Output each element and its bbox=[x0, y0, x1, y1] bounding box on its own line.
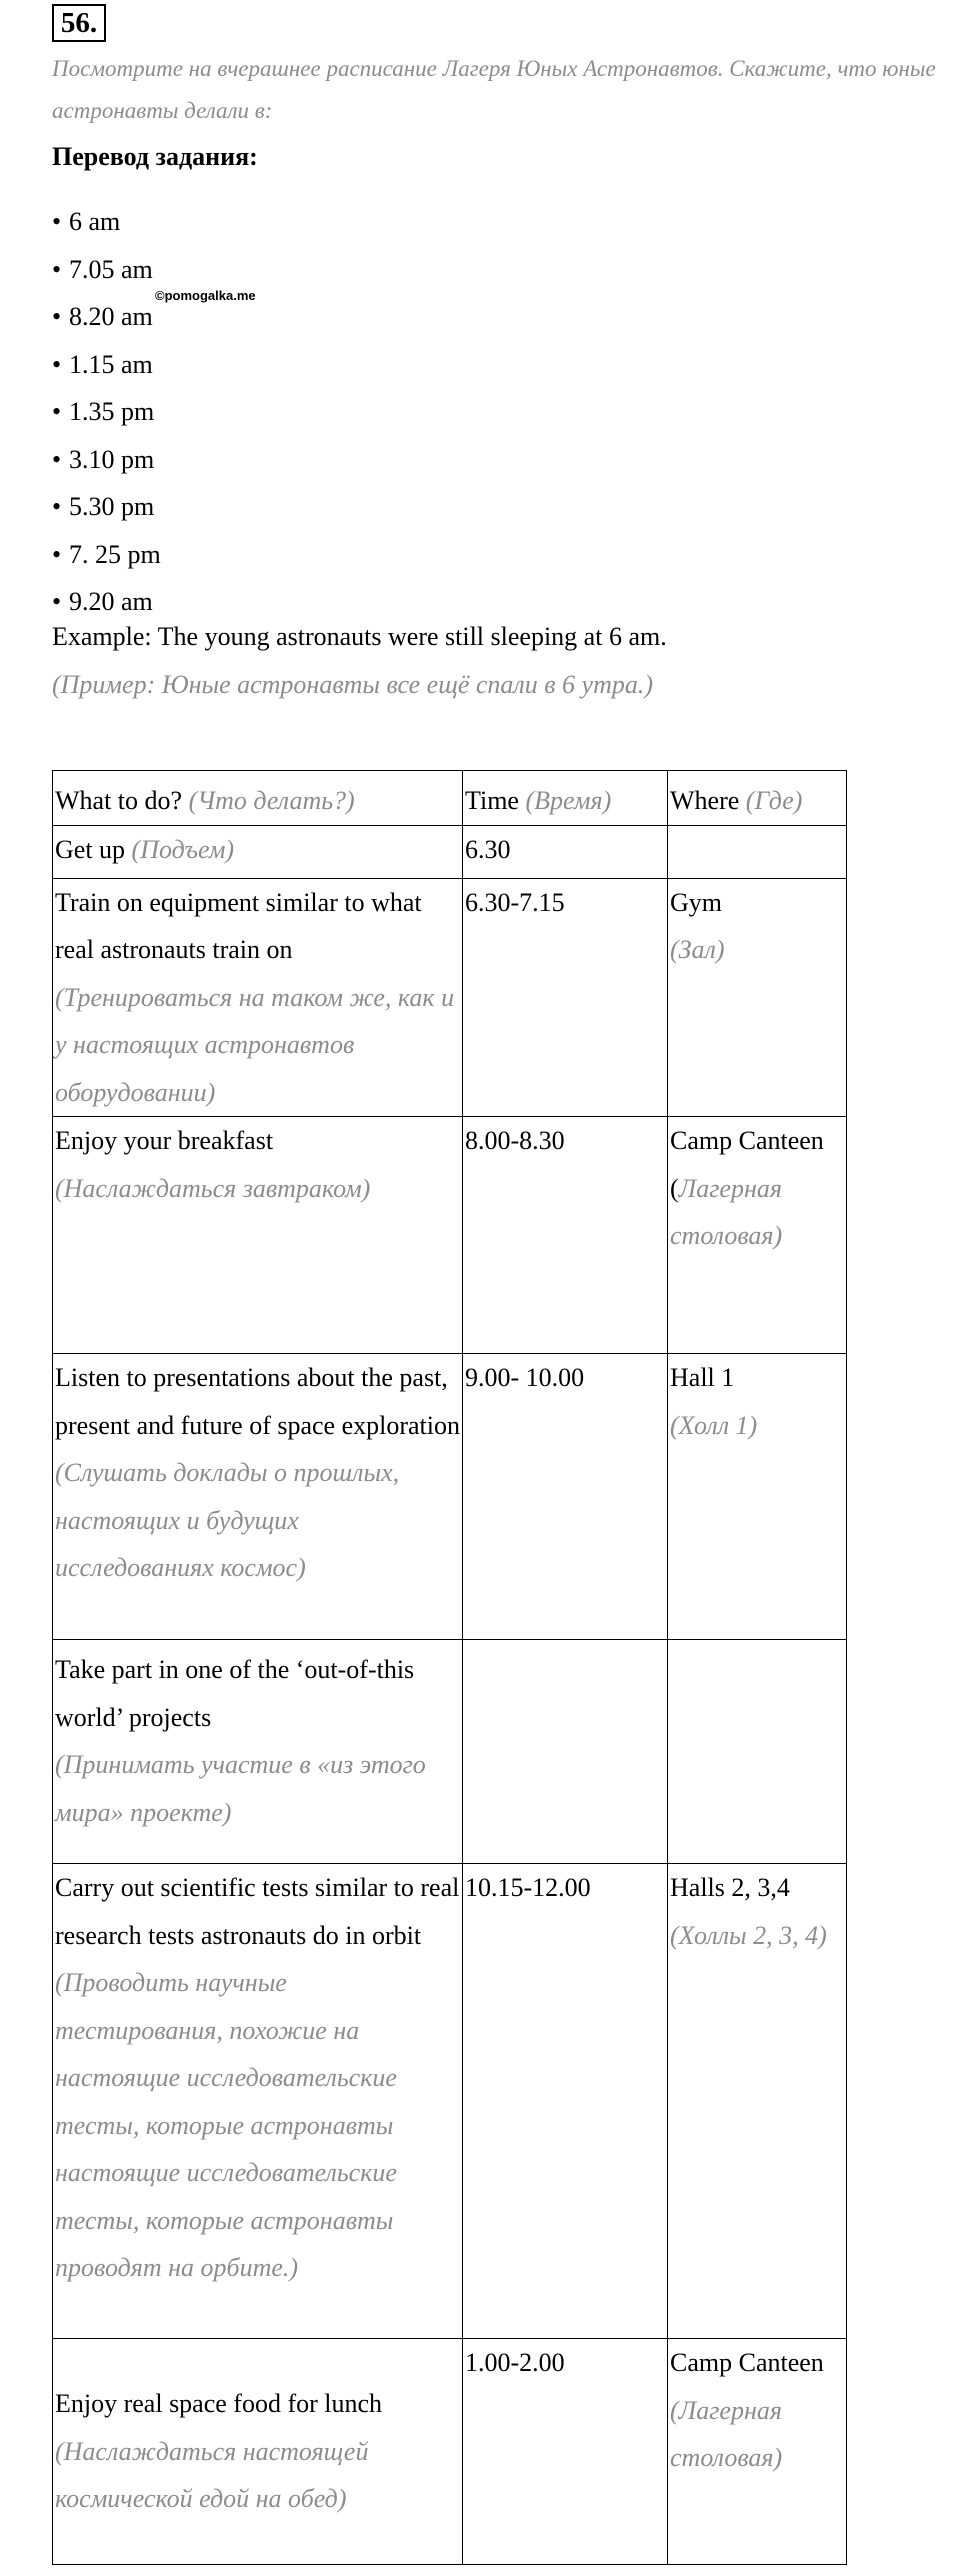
cell-what: Take part in one of the ‘out-of-this world’ projects (Принимать участие в «из этого мира» проекте) bbox=[53, 1640, 463, 1864]
list-item: • 6 am bbox=[52, 198, 161, 246]
list-item: • 9.20 am bbox=[52, 578, 161, 626]
table-row bbox=[53, 825, 847, 878]
task-number: 56. bbox=[52, 4, 106, 42]
translation-heading: Перевод задания: bbox=[52, 142, 258, 171]
cell-time: 8.00-8.30 bbox=[463, 1117, 668, 1354]
header-what: What to do? (Что делать?) bbox=[53, 771, 463, 826]
table-row bbox=[53, 1640, 847, 1864]
table-header-row bbox=[53, 771, 847, 826]
bullet-icon: • bbox=[52, 302, 62, 331]
table-row bbox=[53, 1117, 847, 1354]
cell-time: 9.00- 10.00 bbox=[463, 1354, 668, 1640]
header-time: Time (Время) bbox=[463, 771, 668, 826]
bullet-icon: • bbox=[52, 492, 62, 521]
cell-where: Gym (Зал) bbox=[668, 878, 847, 1117]
list-item: • 1.15 am bbox=[52, 341, 161, 389]
watermark: ©pomogalka.me bbox=[155, 288, 256, 303]
cell-what: Enjoy your breakfast (Наслаждаться завтраком) bbox=[53, 1117, 463, 1354]
table-row bbox=[53, 1354, 847, 1640]
cell-what: Enjoy real space food for lunch (Наслаждаться настоящей космической едой на обед) bbox=[53, 2339, 463, 2565]
bullet-icon: • bbox=[52, 254, 62, 284]
time-list bbox=[52, 198, 161, 626]
cell-where: Camp Canteen (Лагерная столовая) bbox=[668, 2339, 847, 2565]
cell-where bbox=[668, 1640, 847, 1864]
list-item: • 7.05 am bbox=[52, 246, 161, 294]
example-sentence: Example: The young astronauts were still sleeping at 6 am. bbox=[52, 622, 667, 651]
cell-time: 10.15-12.00 bbox=[463, 1864, 668, 2339]
cell-time: 6.30-7.15 bbox=[463, 878, 668, 1117]
cell-where: Hall 1 (Холл 1) bbox=[668, 1354, 847, 1640]
list-item: • 3.10 pm bbox=[52, 436, 161, 484]
cell-time: 6.30 bbox=[463, 825, 668, 878]
bullet-icon: • bbox=[52, 397, 62, 426]
bullet-icon: • bbox=[52, 444, 62, 474]
schedule-table bbox=[52, 770, 847, 2565]
cell-where: Camp Canteen (Лагерная столовая) bbox=[668, 1117, 847, 1354]
table-row bbox=[53, 878, 847, 1117]
cell-time bbox=[463, 1640, 668, 1864]
list-item: • 5.30 pm bbox=[52, 483, 161, 531]
task-instruction: Посмотрите на вчерашнее расписание Лагеря Юных Астронавтов. Скажите, что юные астронавты делали в: bbox=[52, 56, 936, 123]
list-item: • 1.35 pm bbox=[52, 388, 161, 436]
bullet-icon: • bbox=[52, 539, 62, 569]
bullet-icon: • bbox=[52, 349, 62, 379]
cell-what: Carry out scientific tests similar to real research tests astronauts do in orbit (Проводить научные тестирования, похожие на настоящие исследовательские тесты, которые астронавты настоящие исследовательские тесты, которые астронавты проводят на орбите.) bbox=[53, 1864, 463, 2339]
cell-what: Get up (Подъем) bbox=[53, 825, 463, 878]
cell-time: 1.00-2.00 bbox=[463, 2339, 668, 2565]
table-row bbox=[53, 2339, 847, 2565]
list-item: • 7. 25 pm bbox=[52, 531, 161, 579]
example-translation: (Пример: Юные астронавты все ещё спали в 6 утра.) bbox=[52, 670, 654, 699]
cell-what: Listen to presentations about the past, present and future of space exploration (Слушать доклады о прошлых, настоящих и будущих исследованиях космос) bbox=[53, 1354, 463, 1640]
list-item: • 8.20 am bbox=[52, 293, 161, 341]
cell-where: Halls 2, 3,4 (Холлы 2, 3, 4) bbox=[668, 1864, 847, 2339]
cell-what: Train on equipment similar to what real astronauts train on (Тренироваться на таком же, как и у настоящих астронавтов оборудовании) bbox=[53, 878, 463, 1117]
bullet-icon: • bbox=[52, 587, 62, 616]
header-where: Where (Где) bbox=[668, 771, 847, 826]
cell-where bbox=[668, 825, 847, 878]
table-row bbox=[53, 1864, 847, 2339]
bullet-icon: • bbox=[52, 207, 62, 236]
